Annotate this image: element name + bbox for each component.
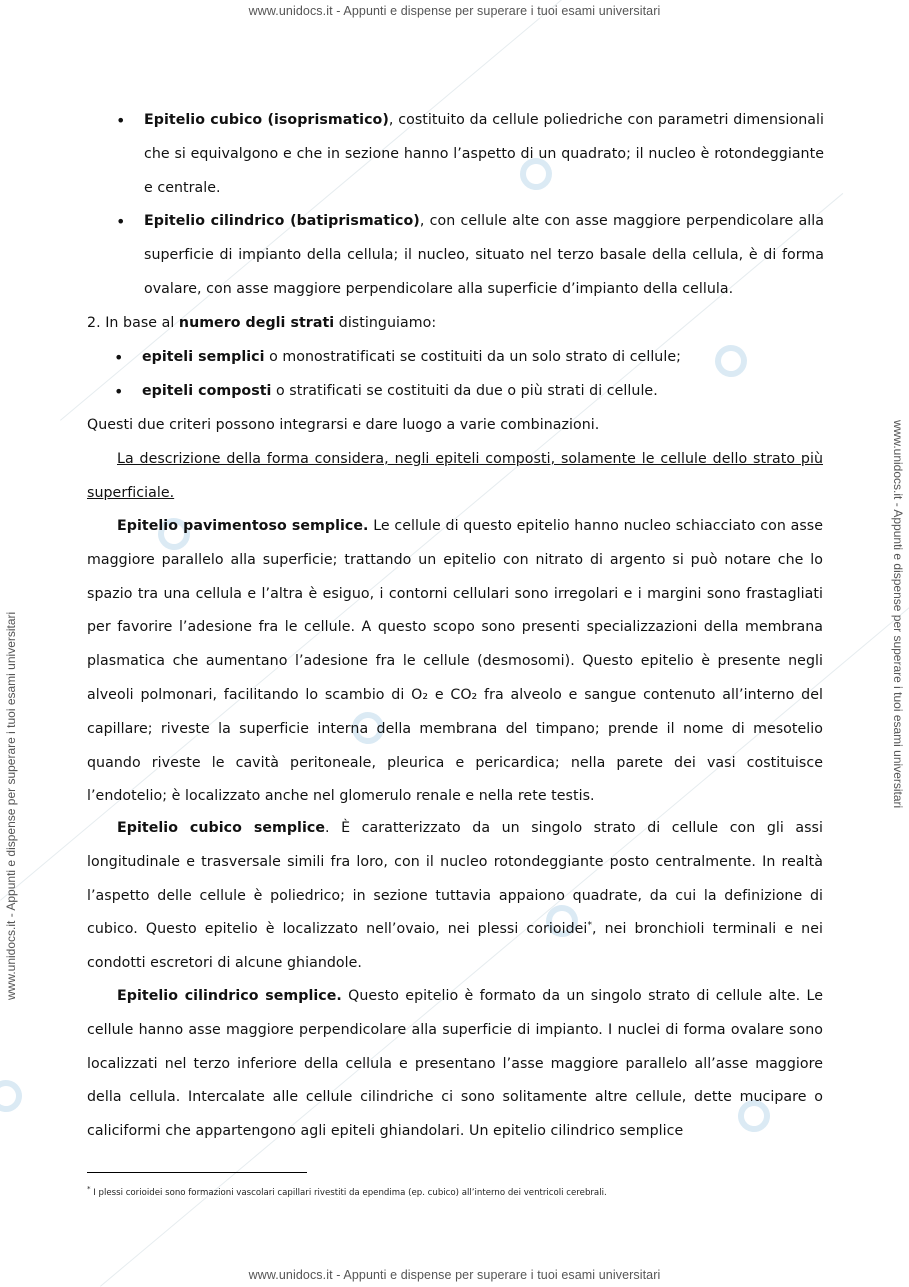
paragraph-pavimentoso [87,510,823,814]
criterion-number-of-layers [87,307,823,341]
bullet-term: epiteli composti [142,383,272,399]
footnote-reference: * [587,920,592,931]
section-text: Le cellule di questo epitelio hanno nucleo schiacciato con asse maggiore parallelo alla superficie; trattando un epitelio con nitrato di argento si può notare che lo spazio tra una cellula e l’altra è esiguo, i contorni cellulari sono irregolari e i margini sono frastagliati per favorire l’adesione fra le cellule. A questo scopo sono presenti specializzazioni della membrana plasmatica che aumentano l’adesione fra le cellule (desmosomi). Questo epitelio è presente negli alveoli polmonari, facilitando lo scambio di O₂ e CO₂ fra alveolo e sangue contenuto all’interno del capillare; riveste la superficie interna della membrana del timpano; prende il nome di mesotelio quando riveste le cavità peritoneale, pleurica e pericardica; nella parete dei vasi costituisce l’endotelio; è localizzato anche nel glomerulo renale e nella rete testis. [87,518,823,805]
watermark-logo-icon [0,1080,22,1112]
paragraph-cilindrico [87,980,823,1149]
section-title: Epitelio cilindrico semplice. [117,988,342,1004]
bullet-epiteli-composti [114,375,822,409]
page-footer-watermark: www.unidocs.it - Appunti e dispense per superare i tuoi esami universitari [248,1268,661,1282]
section-text: , nei bronchioli terminali e nei condotti escretori di alcune ghiandole. [87,921,823,972]
left-side-watermark: www.unidocs.it - Appunti e dispense per superare i tuoi esami universitari [4,611,18,1000]
page-header-watermark: www.unidocs.it - Appunti e dispense per superare i tuoi esami universitari [248,4,661,18]
bullet-term: Epitelio cubico (isoprismatico) [144,112,389,128]
section-title: Epitelio cubico semplice [117,820,326,836]
footnote-text: I plessi corioidei sono formazioni vascolari capillari rivestiti da ependima (ep. cubico) all’interno dei ventricoli cerebrali. [90,1187,607,1198]
combinations-paragraph: Questi due criteri possono integrarsi e dare luogo a varie combinazioni. [87,417,600,433]
bullet-dot-icon: • [114,348,124,367]
bullet-text: , costituito da cellule poliedriche con parametri dimensionali che si equivalgono e che in sezione hanno l’aspetto di un quadrato; il nucleo è rotondeggiante e centrale. [144,112,824,196]
underlined-note: La descrizione della forma considera, negli epiteli composti, solamente le cellule dello strato più superficiale. [87,451,823,501]
bullet-dot-icon: • [116,212,126,231]
bullet-text: , con cellule alte con asse maggiore perpendicolare alla superficie di impianto della cellula; il nucleo, situato nel terzo basale della cellula, è di forma ovalare, con asse maggiore perpendicolare alla superficie d’impianto della cellula. [144,213,824,297]
bullet-text: o stratificati se costituiti da due o più strati di cellule. [271,383,658,399]
right-side-watermark: www.unidocs.it - Appunti e dispense per superare i tuoi esami universitari [891,420,905,809]
footnote-mark: * [87,1185,91,1193]
section-text: . È caratterizzato da un singolo strato di cellule con gli assi longitudinale e trasversale simili fra loro, con il nucleo rotondeggiante posto centralmente. In realtà l’aspetto delle cellule è poliedrico; in sezione tuttavia appaiono quadrate, da cui la definizione di cubico. Questo epitelio è localizzato nell’ovaio, nei plessi corioidei [87,820,823,938]
bullet-term: Epitelio cilindrico (batiprismatico) [144,213,420,229]
paragraph-cubico [87,812,823,981]
bullet-epitelio-cubico [116,104,824,205]
section-text: Questo epitelio è formato da un singolo strato di cellule alte. Le cellule hanno asse maggiore perpendicolare alla superficie di impianto. I nuclei di forma ovalare sono localizzati nel terzo inferiore della cellula e presentano l’asse maggiore parallelo all’asse maggiore della cellula. Intercalate alle cellule cilindriche ci sono solitamente altre cellule, dette mucipare o caliciformi che appartengono agli epiteli ghiandolari. Un epitelio cilindrico semplice [87,988,823,1140]
bullet-dot-icon: • [116,111,126,130]
bullet-dot-icon: • [114,382,124,401]
bullet-term: epiteli semplici [142,349,265,365]
bullet-text: o monostratificati se costituiti da un solo strato di cellule; [264,349,681,365]
bullet-epitelio-cilindrico [116,205,824,306]
footnote [87,1185,607,1198]
criterion-suffix: distinguiamo: [334,315,437,331]
section-title: Epitelio pavimentoso semplice. [117,518,369,534]
criterion-term: numero degli strati [178,315,335,331]
footnote-separator [87,1172,307,1173]
bullet-epiteli-semplici [114,341,822,375]
criterion-prefix: 2. In base al [87,315,179,331]
